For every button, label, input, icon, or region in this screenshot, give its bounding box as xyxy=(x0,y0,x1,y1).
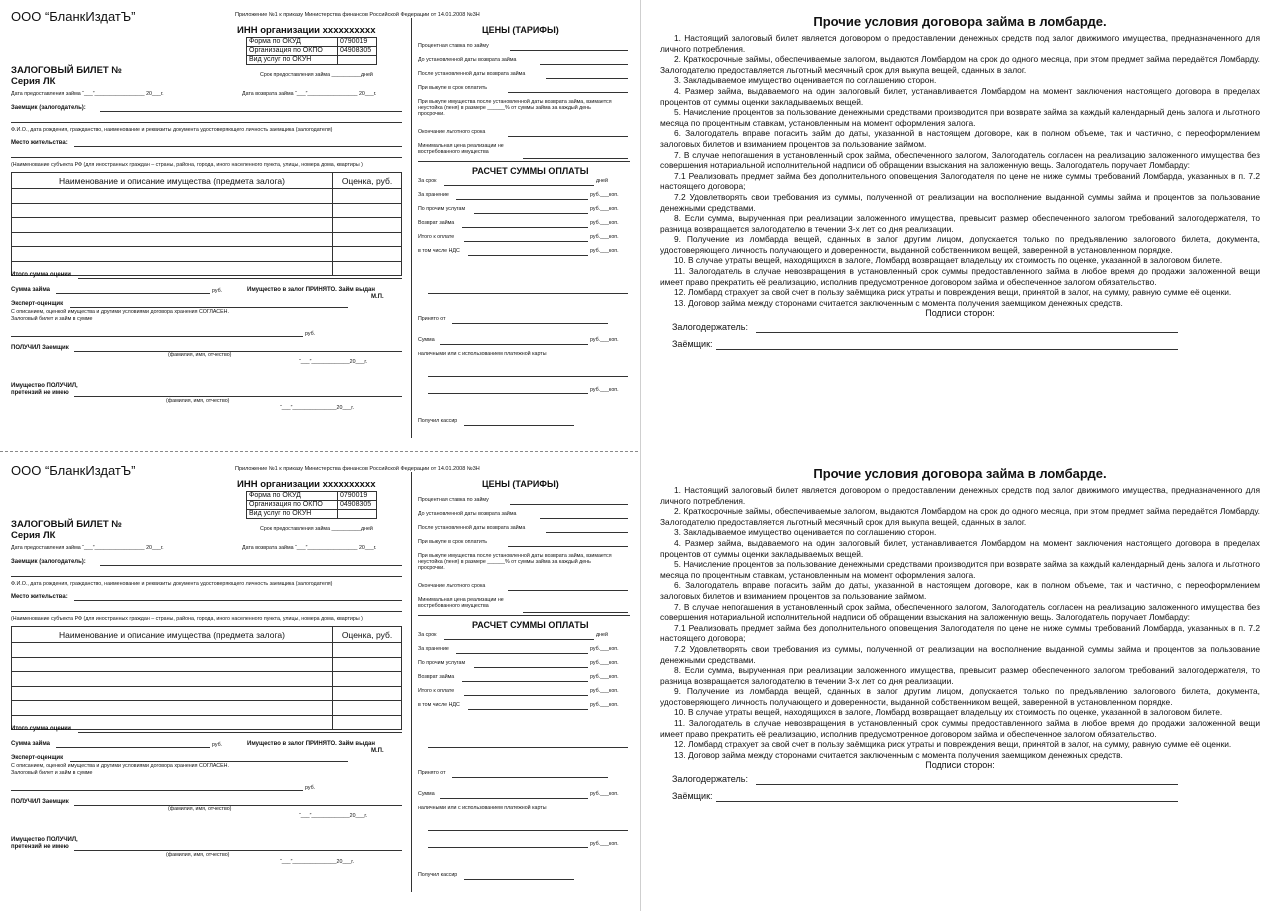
code-value: 0790019 xyxy=(338,492,377,501)
condition-item: 11. Залогодатель в случае невозвращения в установленный срок суммы предоставленного займа в любое время до продажи заложенной вещи имеет право прекратить её реализацию, исполнив предусмотренное договором займа и обеспеченное залогом обязательство. xyxy=(660,266,1260,287)
calc-label: в том числе НДС xyxy=(418,702,460,708)
price-label: При выкупе имущества после установленной даты возврата займа, взимается неустойка (пеня) в размере ______% от суммы займа за каждый день просрочки. xyxy=(418,553,612,571)
fio-caption: (фамилия, имя, отчество) xyxy=(166,852,230,858)
condition-item: 8. Если сумма, вырученная при реализации заложенного имущества, превысит размер обеспеченного залогом требований залогодержателя, то разница возвращается залогодателю в течении 3-х лет со дня реализации. xyxy=(660,665,1260,686)
items-col-description: Наименование и описание имущества (предмета залога) xyxy=(12,627,333,643)
borrower-sign-label: Заёмщик: xyxy=(672,339,713,350)
calc-label: Возврат займа xyxy=(418,674,455,680)
rub-label: руб. xyxy=(212,742,223,748)
code-value: 0790019 xyxy=(338,38,377,47)
date-field[interactable]: “___”_____________20___г. xyxy=(299,359,368,365)
signatures-title: Подписи сторон: xyxy=(925,308,995,319)
calc-title: РАСЧЕТ СУММЫ ОПЛАТЫ xyxy=(472,166,589,176)
condition-item: 7. В случае непогашения в установленный срок займа, обеспеченного залогом, Залогодатель согласен на реализацию заложенного имущества без совершения нотариальной исполнительной надписи об обращении взыскания на заложенную вещь. Залогодатель поручает Ломбарду: xyxy=(660,149,1260,171)
borrower-signature[interactable] xyxy=(660,336,1260,353)
calc-label: Возврат займа xyxy=(418,220,455,226)
address-note: (Наименование субъекта РФ (для иностранных граждан – страны, района, города, иного населенного пункта, улицы, номера дома, квартиры ) xyxy=(11,162,363,168)
rub-label: руб. xyxy=(305,785,316,791)
pledgeholder-signature[interactable] xyxy=(660,319,1260,336)
inn-label: ИНН организации xxxxxxxxxx xyxy=(237,25,376,36)
ticket-title: ЗАЛОГОВЫЙ БИЛЕТ № xyxy=(11,65,122,76)
conditions-title: Прочие условия договора займа в ломбарде. xyxy=(813,466,1107,481)
company-name: ООО “БланкИздатЪ” xyxy=(11,463,136,478)
residence-label: Место жительства: xyxy=(11,594,68,600)
calc-unit: руб.___коп. xyxy=(590,688,619,694)
condition-item: 12. Ломбард страхует за свой счет в пользу заёмщика риск утраты и повреждения вещи, принятой в залог, на сумму, равную сумме её оценки. xyxy=(674,287,1232,298)
condition-item: 7. В случае непогашения в установленный срок займа, обеспеченного залогом, Залогодатель согласен на реализацию заложенного имущества без совершения нотариальной исполнительной надписи об обращении взыскания на заложенную вещь. Залогодатель поручает Ломбарду: xyxy=(660,601,1260,623)
fio-caption: (фамилия, имя, отчество) xyxy=(168,806,232,812)
condition-item: 1. Настоящий залоговый билет является договором о предоставлении денежных средств под залог движимого имущества, предназначенного для личного потребления. xyxy=(660,485,1260,506)
company-name: ООО “БланкИздатЪ” xyxy=(11,9,136,24)
accepted-from-label: Принято от xyxy=(418,770,446,776)
order-reference: Приложение №1 к приказу Министерства финансов Российской Федерации от 14.01.2008 №3Н xyxy=(235,12,480,18)
items-col-description: Наименование и описание имущества (предмета залога) xyxy=(12,173,333,189)
property-received-label: Имущество ПОЛУЧИЛ, xyxy=(11,383,78,389)
calc-unit: руб.___коп. xyxy=(590,646,619,652)
expert-label: Эксперт-оценщик xyxy=(11,755,64,761)
price-label: При выкупе имущества после установленной даты возврата займа, взимается неустойка (пеня) в размере ______% от суммы займа за каждый день просрочки. xyxy=(418,99,612,117)
prices-title: ЦЕНЫ (ТАРИФЫ) xyxy=(482,479,559,489)
rub-kop-label: руб.___коп. xyxy=(590,841,619,847)
price-label: До установленной даты возврата займа xyxy=(418,511,517,517)
sum-unit: руб.___коп. xyxy=(590,791,619,797)
fio-caption: (фамилия, имя, отчество) xyxy=(168,352,232,358)
condition-item: 12. Ломбард страхует за свой счет в пользу заёмщика риск утраты и повреждения вещи, принятой в залог, на сумму, равную сумме её оценки. xyxy=(674,739,1232,750)
calc-label: По прочим услугам xyxy=(418,660,466,666)
agree-note: С описанием, оценкой имущества и другими условиями договора хранения СОГЛАСЕН. xyxy=(11,763,229,769)
condition-item: 3. Закладываемое имущество оценивается по соглашению сторон. xyxy=(674,527,937,538)
property-received-label: Имущество ПОЛУЧИЛ, xyxy=(11,837,78,843)
cashier-label: Получил кассир xyxy=(418,418,458,424)
accepted-label: Имущество в залог ПРИНЯТО. Займ выдан xyxy=(247,741,375,747)
rub-label: руб. xyxy=(212,288,223,294)
ticket-sum-label: Залоговый билет и займ в сумме xyxy=(11,770,93,776)
condition-item: 6. Залогодатель вправе погасить займ до даты, указанной в настоящем договоре, как в полном объеме, так и частично, с переоформлением залоговых билетов и взиманием процентов за пользование займом. xyxy=(660,580,1260,601)
return-date: Дата возврата займа “___”_________________ 20___г. xyxy=(242,91,377,97)
calc-unit: руб.___коп. xyxy=(590,702,619,708)
no-claims-label: претензий не имею xyxy=(11,390,69,396)
calc-unit: руб.___коп. xyxy=(590,192,619,198)
issue-date: Дата предоставления займа “___”_________________ 20___г. xyxy=(11,91,164,97)
calc-unit: руб.___коп. xyxy=(590,206,619,212)
fio-note: Ф.И.О., дата рождения, гражданство, наименование и реквизиты документа удостоверяющего личность заемщика (залогодателя) xyxy=(11,581,333,587)
date-field[interactable]: “___”_____________20___г. xyxy=(299,813,368,819)
total-estimate-label: Итого сумма оценки xyxy=(11,726,71,732)
items-col-estimate: Оценка, руб. xyxy=(333,173,402,189)
accepted-label: Имущество в залог ПРИНЯТО. Займ выдан xyxy=(247,287,375,293)
condition-item: 5. Начисление процентов за пользование денежными средствами производится при возврате займа за каждый календарный день залога и льготного месяца по процентным ставкам, установленным на момент оформления залога. xyxy=(660,107,1260,128)
condition-item: 2. Краткосрочные займы, обеспечиваемые залогом, выдаются Ломбардом на срок до одного месяца, при этом предмет займа передаётся Ломбарду. Залогодателю предоставляется льготный месячный срок для выкупа вещей, сданных в залог. xyxy=(660,506,1260,527)
cash-note-text: наличными или с использованием платежной карты xyxy=(418,351,547,357)
sum-label: Сумма xyxy=(418,791,435,797)
issue-date: Дата предоставления займа “___”_________________ 20___г. xyxy=(11,545,164,551)
calc-title: РАСЧЕТ СУММЫ ОПЛАТЫ xyxy=(472,620,589,630)
loan-period: Срок предоставления займа __________дней xyxy=(260,526,373,532)
code-label: Вид услуг по ОКУН xyxy=(247,510,338,519)
code-label: Организация по ОКПО xyxy=(247,501,338,510)
loan-period: Срок предоставления займа __________дней xyxy=(260,72,373,78)
code-value: 04908305 xyxy=(338,47,377,56)
code-value: 04908305 xyxy=(338,501,377,510)
agree-note: С описанием, оценкой имущества и другими условиями договора хранения СОГЛАСЕН. xyxy=(11,309,229,315)
loan-sum-label: Сумма займа xyxy=(11,287,51,293)
calc-label: в том числе НДС xyxy=(418,248,460,254)
code-label: Вид услуг по ОКУН xyxy=(247,56,338,65)
borrower-signature[interactable] xyxy=(660,788,1260,805)
received-borrower-label: ПОЛУЧИЛ Заемщик xyxy=(11,799,69,805)
fio-note: Ф.И.О., дата рождения, гражданство, наименование и реквизиты документа удостоверяющего личность заемщика (залогодателя) xyxy=(11,127,333,133)
condition-item: 8. Если сумма, вырученная при реализации заложенного имущества, превысит размер обеспеченного залогом требований залогодержателя, то разница возвращается залогодателю в течении 3-х лет со дня реализации. xyxy=(660,213,1260,234)
condition-item: 11. Залогодатель в случае невозвращения в установленный срок суммы предоставленного займа в любое время до продажи заложенной вещи имеет право прекратить её реализацию, исполнив предусмотренное договором займа и обеспеченное залогом обязательство. xyxy=(660,718,1260,739)
condition-item: 10. В случае утраты вещей, находящихся в залоге, Ломбард возвращает владельцу их стоимость по оценке, указанной в залоговом билете. xyxy=(674,707,1223,718)
signatures-title: Подписи сторон: xyxy=(925,760,995,771)
inn-label: ИНН организации xxxxxxxxxx xyxy=(237,479,376,490)
price-label: Процентная ставка по займу xyxy=(418,497,489,503)
condition-item: 7.1 Реализовать предмет займа без дополнительного оповещения Залогодателя по цене не ниже суммы требований Ломбарда, указанных в п. 7.2 настоящего договора; xyxy=(660,622,1260,644)
ticket-series: Серия ЛК xyxy=(11,76,56,87)
calc-unit: руб.___коп. xyxy=(590,248,619,254)
condition-item: 13. Договор займа между сторонами считается заключенным с момента получения заемщиком денежных средств. xyxy=(674,749,1123,760)
price-label: Окончание льготного срока xyxy=(418,129,486,135)
pledgeholder-label: Залогодержатель: xyxy=(672,322,748,333)
rub-kop-label: руб.___коп. xyxy=(590,387,619,393)
condition-item: 10. В случае утраты вещей, находящихся в залоге, Ломбард возвращает владельцу их стоимость по оценке, указанной в залоговом билете. xyxy=(674,255,1223,266)
price-label: При выкупе в срок оплатить xyxy=(418,539,488,545)
calc-label: За срок xyxy=(418,632,437,638)
calc-label: За срок xyxy=(418,178,437,184)
condition-item: 4. Размер займа, выдаваемого на один залоговый билет, устанавливается Ломбардом на момент заключения настоящего договора в пределах процентов от суммы оценки закладываемых вещей. xyxy=(660,537,1260,559)
condition-item: 9. Получение из ломбарда вещей, сданных в залог другим лицом, допускается только по предъявлению залогового билета, документа, удостоверяющего личность получающего и доверенности, выданной собственником вещей, заверенной в установленном порядке. xyxy=(660,234,1260,255)
received-borrower-label: ПОЛУЧИЛ Заемщик xyxy=(11,345,69,351)
calc-unit: дней xyxy=(596,632,608,638)
calc-unit: дней xyxy=(596,178,608,184)
loan-conditions xyxy=(660,14,1260,353)
pledgeholder-signature[interactable] xyxy=(660,771,1260,788)
address-note: (Наименование субъекта РФ (для иностранных граждан – страны, района, города, иного населенного пункта, улицы, номера дома, квартиры ) xyxy=(11,616,363,622)
residence-label: Место жительства: xyxy=(11,140,68,146)
conditions-title: Прочие условия договора займа в ломбарде. xyxy=(813,14,1107,29)
items-col-estimate: Оценка, руб. xyxy=(333,627,402,643)
calc-label: По прочим услугам xyxy=(418,206,466,212)
pledgeholder-label: Залогодержатель: xyxy=(672,774,748,785)
fio-caption: (фамилия, имя, отчество) xyxy=(166,398,230,404)
price-label: Окончание льготного срока xyxy=(418,583,486,589)
sum-unit: руб.___коп. xyxy=(590,337,619,343)
calc-unit: руб.___коп. xyxy=(590,660,619,666)
calc-unit: руб.___коп. xyxy=(590,674,619,680)
condition-item: 6. Залогодатель вправе погасить займ до даты, указанной в настоящем договоре, как в полном объеме, так и частично, с переоформлением залоговых билетов и взиманием процентов за пользование займом. xyxy=(660,128,1260,149)
price-label: После установленной даты возврата займа xyxy=(418,525,526,531)
condition-item: 9. Получение из ломбарда вещей, сданных в залог другим лицом, допускается только по предъявлению залогового билета, документа, удостоверяющего личность получающего и доверенности, выданной собственником вещей, заверенной в установленном порядке. xyxy=(660,686,1260,707)
loan-conditions xyxy=(660,466,1260,805)
price-label: Минимальная цена реализации не востребованного имущества xyxy=(418,143,504,155)
borrower-label: Заемщик (залогодатель): xyxy=(11,559,86,565)
calc-label: Итого к оплате xyxy=(418,688,455,694)
order-reference: Приложение №1 к приказу Министерства финансов Российской Федерации от 14.01.2008 №3Н xyxy=(235,466,480,472)
cash-note-text: наличными или с использованием платежной карты xyxy=(418,805,547,811)
calc-label: Итого к оплате xyxy=(418,234,455,240)
price-label: Минимальная цена реализации не востребованного имущества xyxy=(418,597,504,609)
price-label: До установленной даты возврата займа xyxy=(418,57,517,63)
calc-unit: руб.___коп. xyxy=(590,220,619,226)
date-field[interactable]: “___”_______________20___г. xyxy=(280,859,355,865)
condition-item: 7.2 Удовлетворять свои требования из суммы, полученной от реализации на восполнение выданной суммы займа и процентов за пользование денежными средствами. xyxy=(660,643,1260,665)
condition-item: 1. Настоящий залоговый билет является договором о предоставлении денежных средств под залог движимого имущества, предназначенного для личного потребления. xyxy=(660,33,1260,54)
condition-item: 13. Договор займа между сторонами считается заключенным с момента получения заемщиком денежных средств. xyxy=(674,297,1123,308)
condition-item: 3. Закладываемое имущество оценивается по соглашению сторон. xyxy=(674,75,937,86)
borrower-label: Заемщик (залогодатель): xyxy=(11,105,86,111)
code-label: Форма по ОКУД xyxy=(247,38,338,47)
condition-item: 4. Размер займа, выдаваемого на один залоговый билет, устанавливается Ломбардом на момент заключения настоящего договора в пределах процентов от суммы оценки закладываемых вещей. xyxy=(660,85,1260,107)
ticket-title: ЗАЛОГОВЫЙ БИЛЕТ № xyxy=(11,519,122,530)
condition-item: 7.2 Удовлетворять свои требования из суммы, полученной от реализации на восполнение выданной суммы займа и процентов за пользование денежными средствами. xyxy=(660,191,1260,213)
total-estimate-label: Итого сумма оценки xyxy=(11,272,71,278)
condition-item: 5. Начисление процентов за пользование денежными средствами производится при возврате займа за каждый календарный день залога и льготного месяца по процентным ставкам, установленным на момент оформления залога. xyxy=(660,559,1260,580)
date-field[interactable]: “___”_______________20___г. xyxy=(280,405,355,411)
price-label: При выкупе в срок оплатить xyxy=(418,85,488,91)
sum-label: Сумма xyxy=(418,337,435,343)
stamp-label: М.П. xyxy=(371,294,384,300)
loan-sum-label: Сумма займа xyxy=(11,741,51,747)
calc-unit: руб.___коп. xyxy=(590,234,619,240)
stamp-label: М.П. xyxy=(371,748,384,754)
return-date: Дата возврата займа “___”_________________ 20___г. xyxy=(242,545,377,551)
condition-item: 7.1 Реализовать предмет займа без дополнительного оповещения Залогодателя по цене не ниже суммы требований Ломбарда, указанных в п. 7.2 настоящего договора; xyxy=(660,170,1260,192)
calc-label: За хранение xyxy=(418,192,449,198)
cashier-label: Получил кассир xyxy=(418,872,458,878)
price-label: После установленной даты возврата займа xyxy=(418,71,526,77)
code-label: Форма по ОКУД xyxy=(247,492,338,501)
no-claims-label: претензий не имею xyxy=(11,844,69,850)
ticket-series: Серия ЛК xyxy=(11,530,56,541)
calc-label: За хранение xyxy=(418,646,449,652)
condition-item: 2. Краткосрочные займы, обеспечиваемые залогом, выдаются Ломбардом на срок до одного месяца, при этом предмет займа передаётся Ломбарду. Залогодателю предоставляется льготный месячный срок для выкупа вещей, сданных в залог. xyxy=(660,54,1260,75)
expert-label: Эксперт-оценщик xyxy=(11,301,64,307)
ticket-sum-label: Залоговый билет и займ в сумме xyxy=(11,316,93,322)
accepted-from-label: Принято от xyxy=(418,316,446,322)
borrower-sign-label: Заёмщик: xyxy=(672,791,713,802)
price-label: Процентная ставка по займу xyxy=(418,43,489,49)
rub-label: руб. xyxy=(305,331,316,337)
code-label: Организация по ОКПО xyxy=(247,47,338,56)
prices-title: ЦЕНЫ (ТАРИФЫ) xyxy=(482,25,559,35)
